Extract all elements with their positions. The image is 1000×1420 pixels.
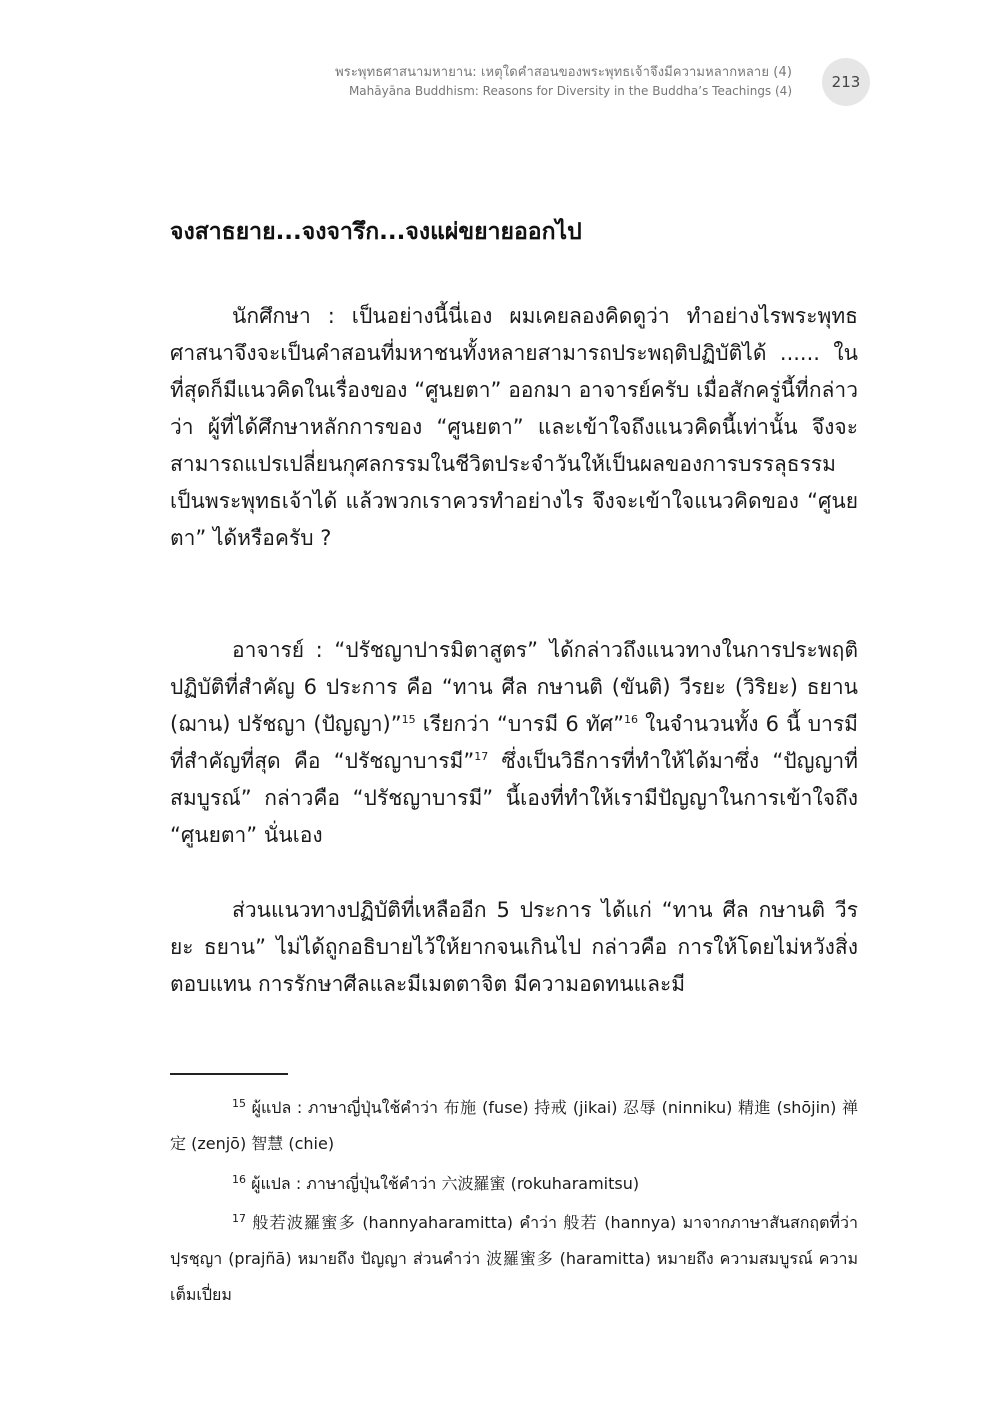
footnote-17 [170, 1205, 858, 1313]
teacher-paragraph [170, 632, 858, 854]
running-header [335, 64, 792, 100]
teacher-text-4: ซึ่งเป็นวิธีการที่ทำให้ได้มาซึ่ง “ปัญญาที่สมบูรณ์” กล่าวคือ “ปรัชญาบารมี” นี้เองที่ทำให้เรามีปัญญาในการเข้าใจถึง “ศูนยตา” นั่นเอง [170, 749, 858, 847]
footnote-ref-16: 16 [623, 713, 638, 726]
remaining-practices-paragraph: ส่วนแนวทางปฏิบัติที่เหลืออีก 5 ประการ ได้แก่ “ทาน ศีล กษานติ วีรยะ ธยาน” ไม่ได้ถูกอธิบายไว้ให้ยากจนเกินไป กล่าวคือ การให้โดยไม่หวังสิ่งตอบแทน การรักษาศีลและมีเมตตาจิต มีความอดทนและมี [170, 898, 858, 996]
footnote-16 [170, 1166, 858, 1202]
header-title-english: Mahāyāna Buddhism: Reasons for Diversity in the Buddha’s Teachings (4) [348, 84, 792, 98]
teacher-text-1: อาจารย์ : “ปรัชญาปารมิตาสูตร” ได้กล่าวถึงแนวทางในการประพฤติปฏิบัติที่สำคัญ 6 ประการ คือ “ทาน ศีล กษานติ (ขันติ) วีรยะ (วิริยะ) ธยาน (ฌาน) ปรัชญา (ปัญญา)” [170, 638, 858, 736]
footnote-text: ผู้แปล : ภาษาญี่ปุ่นใช้คำว่า 布施 (fuse) 持戒 (jikai) 忍辱 (ninniku) 精進 (shōjin) 禅定 (zenjō) 智慧 (chie) [170, 1098, 858, 1153]
footnote-15 [170, 1090, 858, 1162]
footnote-number: 15 [232, 1096, 246, 1110]
header-title-thai: พระพุทธศาสนามหายาน: เหตุใดคำสอนของพระพุทธเจ้าจึงมีความหลากหลาย (4) [335, 65, 792, 80]
footnote-text: ผู้แปล : ภาษาญี่ปุ่นใช้คำว่า 六波羅蜜 (rokuharamitsu) [246, 1174, 640, 1193]
footnote-number: 17 [232, 1211, 246, 1225]
page-number-badge: 213 [822, 58, 870, 106]
teacher-text-2: เรียกว่า “บารมี 6 ทัศ” [415, 712, 624, 736]
footnote-number: 16 [232, 1172, 246, 1186]
student-paragraph: นักศึกษา : เป็นอย่างนี้นี่เอง ผมเคยลองคิดดูว่า ทำอย่างไรพระพุทธศาสนาจึงจะเป็นคำสอนที่มหาชนทั้งหลายสามารถประพฤติปฏิบัติได้ ...... ในที่สุดก็มีแนวคิดในเรื่องของ “ศูนยตา” ออกมา อาจารย์ครับ เมื่อสักครู่นี้ที่กล่าวว่า ผู้ที่ได้ศึกษาหลักการของ “ศูนยตา” และเข้าใจถึงแนวคิดนี้เท่านั้น จึงจะสามารถแปรเปลี่ยนกุศลกรรมในชีวิตประจำวันให้เป็นผลของการบรรลุธรรมเป็นพระพุทธเจ้าได้ แล้วพวกเราควรทำอย่างไร จึงจะเข้าใจแนวคิดของ “ศูนยตา” ได้หรือครับ ? [170, 304, 858, 550]
footnote-text: 般若波羅蜜多 (hannyaharamitta) คำว่า 般若 (hannya) มาจากภาษาสันสกฤตที่ว่า ปฺรชฺญา (prajñā) หมายถึง ปัญญา ส่วนคำว่า 波羅蜜多 (haramitta) หมายถึง ความสมบูรณ์ ความเต็มเปี่ยม [170, 1213, 858, 1304]
footnote-ref-15: 15 [401, 713, 416, 726]
teacher-text-3: ในจำนวนทั้ง 6 นี้ บารมีที่สำคัญที่สุด คือ “ปรัชญาบารมี” [170, 712, 858, 773]
footnote-ref-17: 17 [474, 750, 489, 763]
section-title: จงสาธยาย...จงจารึก...จงแผ่ขยายออกไป [170, 219, 582, 245]
footnote-divider [170, 1073, 288, 1075]
